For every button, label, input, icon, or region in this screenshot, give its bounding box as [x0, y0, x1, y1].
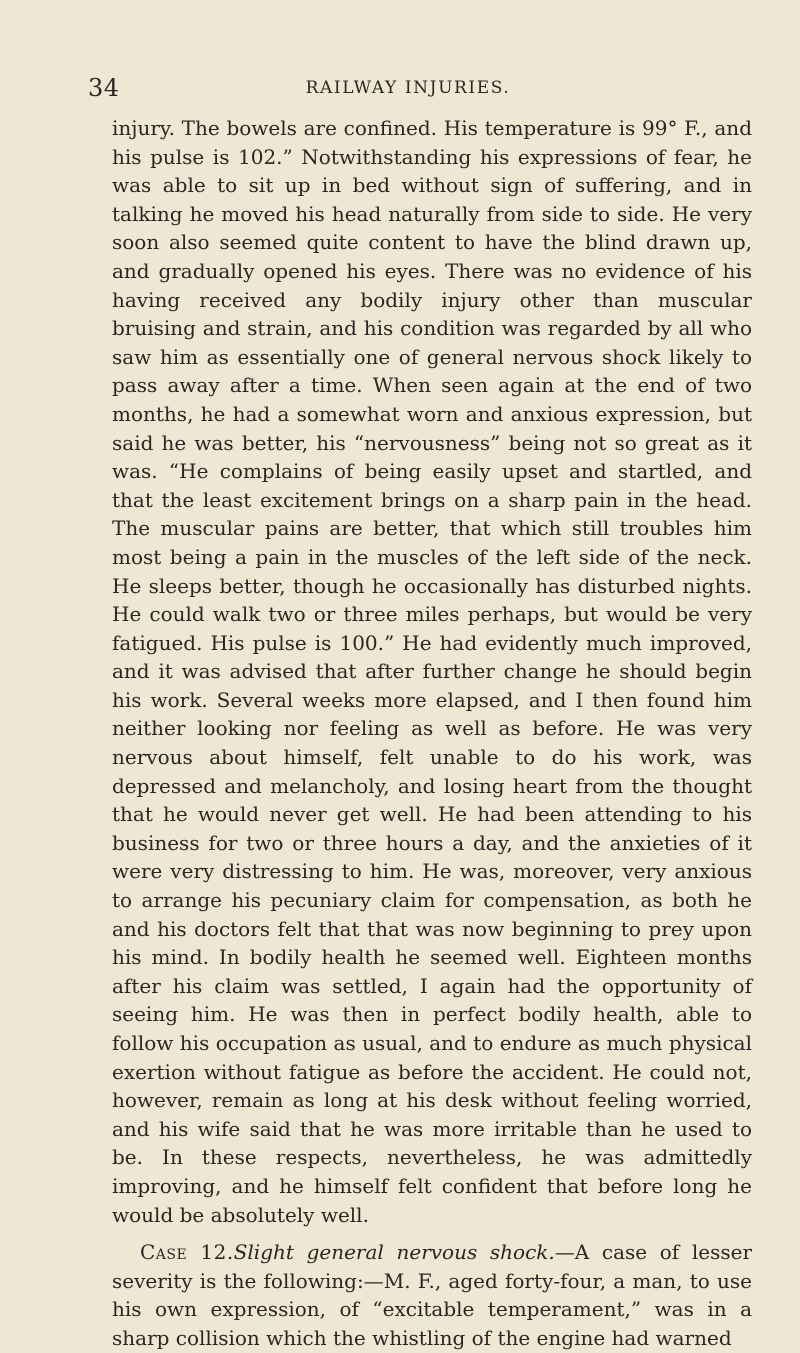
case-label: Case 12. — [140, 1240, 234, 1265]
running-title: RAILWAY INJURIES. — [305, 78, 511, 98]
case-paragraph — [112, 1238, 752, 1352]
page-number: 34 — [88, 74, 120, 102]
case-title: Slight general nervous shock. — [233, 1240, 555, 1265]
running-head — [88, 74, 728, 110]
paragraph-continued: injury. The bowels are confined. His temperature is 99° F., and his pulse is 102.” Notwithstanding his expressions of fear, he was able to sit up in bed without sign of suffering, and in talking he moved his head naturally from side to side. He very soon also seemed quite content to have the blind drawn up, and gradually opened his eyes. There was no evidence of his having received any bodily injury other than muscular bruising and strain, and his condition was regarded by all who saw him as essentially one of general nervous shock likely to pass away after a time. When seen again at the end of two months, he had a somewhat worn and anxious expression, but said he was better, his “nervousness” being not so great as it was. “He complains of being easily upset and startled, and that the least excitement brings on a sharp pain in the head. The muscular pains are better, that which still troubles him most being a pain in the muscles of the left side of the neck. He sleeps better, though he occasionally has disturbed nights. He could walk two or three miles perhaps, but would be very fatigued. His pulse is 100.” He had evidently much improved, and it was advised that after further change he should begin his work. Several weeks more elapsed, and I then found him neither looking nor feeling as well as before. He was very nervous about himself, felt unable to do his work, was depressed and melancholy, and losing heart from the thought that he would never get well. He had been attending to his business for two or three hours a day, and the anxieties of it were very distressing to him. He was, moreover, very anxious to arrange his pecuniary claim for compensation, as both he and his doctors felt that that was now beginning to prey upon his mind. In bodily health he seemed well. Eighteen months after his claim was settled, I again had the opportunity of seeing him. He was then in perfect bodily health, able to follow his occupation as usual, and to endure as much physical exertion without fatigue as before the accident. He could not, however, remain as long at his desk without feeling worried, and his wife said that he was more irritable than he used to be. In these respects, nevertheless, he was admittedly improving, and he himself felt confident that before long he would be absolutely well. — [112, 116, 752, 1227]
body-text — [112, 114, 752, 1353]
case-text: —A case of lesser severity is the following:—M. F., aged forty-four, a man, to use his own expression, of “excitable temperament,” was in a sharp collision which the whistling of the engine had warned — [112, 1240, 753, 1350]
